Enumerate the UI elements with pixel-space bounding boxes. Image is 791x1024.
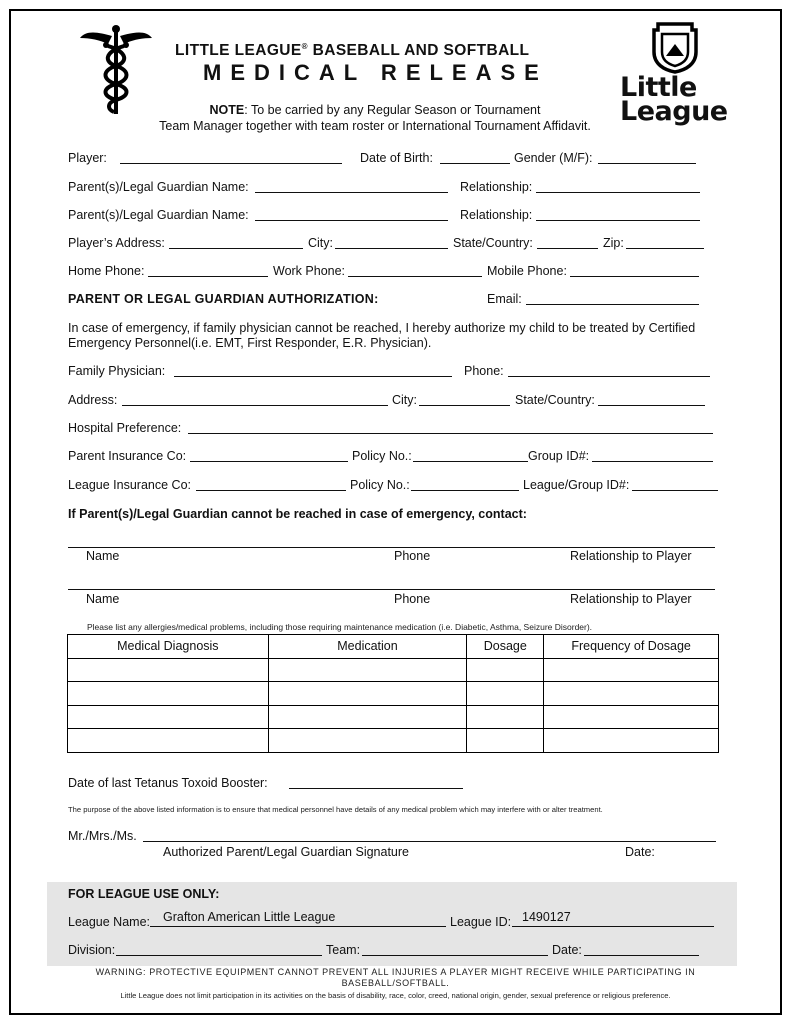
family-physician-label: Family Physician:	[68, 364, 166, 378]
signature-date-label: Date:	[625, 845, 655, 859]
league-date-field[interactable]	[584, 955, 699, 956]
division-label: Division:	[68, 943, 116, 957]
parent-insurance-field[interactable]	[190, 461, 348, 462]
division-field[interactable]	[116, 955, 322, 956]
emergency1-relationship-label: Relationship to Player	[570, 549, 692, 563]
guardian2-field[interactable]	[255, 220, 448, 221]
address-label: Player’s Address:	[68, 236, 165, 250]
consent-line1: In case of emergency, if family physician cannot be reached, I hereby authorize my child to be treated by Certified	[68, 321, 696, 335]
league-use-heading: FOR LEAGUE USE ONLY:	[68, 887, 220, 901]
medical-table	[67, 634, 719, 753]
guardian2-label: Parent(s)/Legal Guardian Name:	[68, 208, 249, 222]
policy2-label: Policy No.:	[350, 478, 410, 492]
emergency-contact2-field[interactable]	[68, 589, 715, 590]
tetanus-label: Date of last Tetanus Toxoid Booster:	[68, 776, 268, 790]
mobile-phone-field[interactable]	[570, 276, 699, 277]
city-field[interactable]	[335, 248, 448, 249]
gender-field[interactable]	[598, 163, 696, 164]
league-group-id-field[interactable]	[632, 490, 718, 491]
table-row[interactable]	[68, 658, 719, 682]
physician-city-field[interactable]	[419, 405, 510, 406]
league-name-label: League Name:	[68, 915, 151, 929]
hospital-label: Hospital Preference:	[68, 421, 182, 435]
physician-state-label: State/Country:	[515, 393, 595, 407]
team-label: Team:	[326, 943, 361, 957]
table-row[interactable]	[68, 682, 719, 706]
col-dosage: Dosage	[467, 635, 544, 659]
league-insurance-field[interactable]	[196, 490, 346, 491]
policy1-label: Policy No.:	[352, 449, 412, 463]
col-medication: Medication	[268, 635, 467, 659]
dob-label: Date of Birth:	[360, 151, 433, 165]
work-phone-field[interactable]	[348, 276, 482, 277]
emergency2-name-label: Name	[86, 592, 120, 606]
league-name-value[interactable]: Grafton American Little League	[163, 910, 336, 924]
emergency-heading: If Parent(s)/Legal Guardian cannot be reached in case of emergency, contact:	[68, 507, 527, 521]
purpose-text: The purpose of the above listed information is to ensure that medical personnel have details of any medical problem which may interfere with or alter treatment.	[68, 805, 603, 814]
table-header-row	[68, 635, 719, 659]
group-id-field[interactable]	[592, 461, 713, 462]
player-label: Player:	[68, 151, 107, 165]
physician-state-field[interactable]	[598, 405, 705, 406]
allergy-instruction: Please list any allergies/medical problems, including those requiring maintenance medication (i.e. Diabetic, Asthma, Seizure Disorder).	[87, 622, 593, 632]
address-field[interactable]	[169, 248, 303, 249]
emergency1-name-label: Name	[86, 549, 120, 563]
dob-field[interactable]	[440, 163, 510, 164]
physician-city-label: City:	[392, 393, 417, 407]
state-field[interactable]	[537, 248, 598, 249]
hospital-field[interactable]	[188, 433, 713, 434]
col-medical-diagnosis: Medical Diagnosis	[68, 635, 269, 659]
physician-phone-label: Phone:	[464, 364, 504, 378]
note-line1: NOTE: To be carried by any Regular Season or Tournament	[209, 103, 541, 117]
emergency1-phone-label: Phone	[394, 549, 431, 563]
mobile-phone-label: Mobile Phone:	[487, 264, 567, 278]
physician-address-field[interactable]	[122, 405, 388, 406]
league-insurance-label: League Insurance Co:	[68, 478, 192, 492]
gender-label: Gender (M/F):	[514, 151, 593, 165]
col-frequency: Frequency of Dosage	[544, 635, 719, 659]
logo-text-league: League	[620, 96, 728, 127]
consent-line2: Emergency Personnel(i.e. EMT, First Responder, E.R. Physician).	[68, 336, 432, 350]
city-label: City:	[308, 236, 333, 250]
logo-text-little: Little	[620, 72, 697, 103]
warning-line1: WARNING: PROTECTIVE EQUIPMENT CANNOT PREVENT ALL INJURIES A PLAYER MIGHT RECEIVE WHILE PARTICIPATING IN	[95, 967, 696, 977]
zip-label: Zip:	[603, 236, 624, 250]
guardian1-field[interactable]	[255, 192, 448, 193]
family-physician-field[interactable]	[174, 376, 452, 377]
home-phone-field[interactable]	[148, 276, 268, 277]
relationship2-label: Relationship:	[460, 208, 533, 222]
league-group-id-label: League/Group ID#:	[523, 478, 630, 492]
guardian1-label: Parent(s)/Legal Guardian Name:	[68, 180, 249, 194]
physician-address-label: Address:	[68, 393, 118, 407]
league-id-value[interactable]: 1490127	[522, 910, 571, 924]
team-field[interactable]	[362, 955, 548, 956]
email-field[interactable]	[526, 304, 699, 305]
non-discrimination-policy: Little League does not limit participation in its activities on the basis of disability, race, color, creed, national origin, gender, sexual preference or religious preference.	[120, 991, 671, 1000]
little-league-keystone-icon	[652, 22, 698, 74]
form-title: LITTLE LEAGUE® BASEBALL AND SOFTBALL	[175, 42, 530, 60]
emergency2-relationship-label: Relationship to Player	[570, 592, 692, 606]
relationship1-field[interactable]	[536, 192, 700, 193]
emergency2-phone-label: Phone	[394, 592, 431, 606]
table-row[interactable]	[68, 705, 719, 729]
work-phone-label: Work Phone:	[273, 264, 346, 278]
policy2-field[interactable]	[411, 490, 519, 491]
league-id-label: League ID:	[450, 915, 512, 929]
league-name-field[interactable]	[150, 926, 446, 927]
relationship2-field[interactable]	[536, 220, 700, 221]
auth-heading: PARENT OR LEGAL GUARDIAN AUTHORIZATION:	[68, 292, 379, 306]
group-id-label: Group ID#:	[528, 449, 590, 463]
table-row[interactable]	[68, 729, 719, 753]
league-id-field[interactable]	[512, 926, 714, 927]
policy1-field[interactable]	[413, 461, 528, 462]
league-date-label: Date:	[552, 943, 582, 957]
note-line2: Team Manager together with team roster or International Tournament Affidavit.	[159, 119, 591, 133]
form-subtitle: MEDICAL RELEASE	[203, 60, 548, 85]
zip-field[interactable]	[626, 248, 704, 249]
emergency-contact1-field[interactable]	[68, 547, 715, 548]
relationship1-label: Relationship:	[460, 180, 533, 194]
home-phone-label: Home Phone:	[68, 264, 145, 278]
signature-label: Authorized Parent/Legal Guardian Signature	[163, 845, 409, 859]
signature-field[interactable]	[143, 841, 716, 842]
warning-line2: BASEBALL/SOFTBALL.	[341, 978, 450, 988]
parent-insurance-label: Parent Insurance Co:	[68, 449, 187, 463]
signature-prefix: Mr./Mrs./Ms.	[68, 829, 137, 843]
tetanus-field[interactable]	[289, 788, 463, 789]
email-label: Email:	[487, 292, 522, 306]
state-label: State/Country:	[453, 236, 533, 250]
physician-phone-field[interactable]	[508, 376, 710, 377]
player-field[interactable]	[120, 163, 342, 164]
